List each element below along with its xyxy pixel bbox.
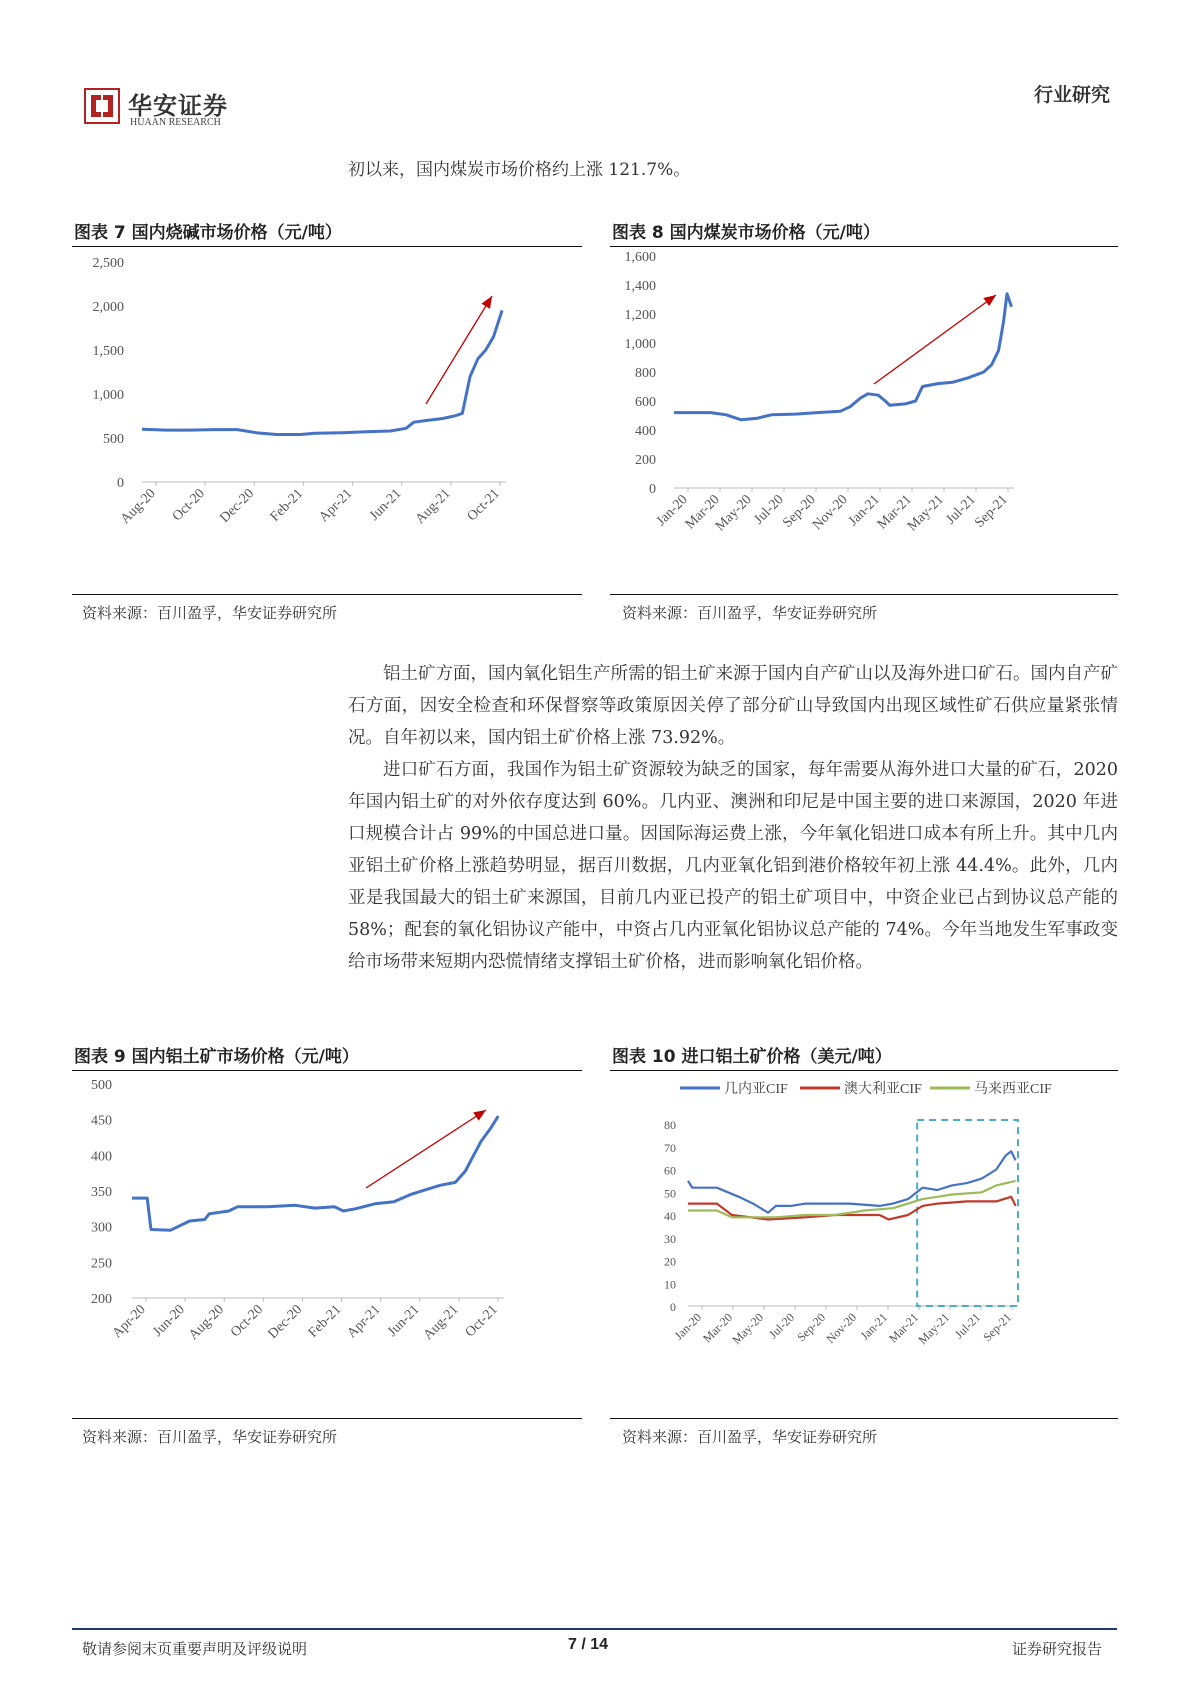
x-tick-label: Mar-20 — [699, 1310, 736, 1346]
x-tick-label: Sep-20 — [794, 1310, 829, 1345]
x-tick-label: Aug-21 — [412, 486, 454, 528]
x-tick-label: Jul-20 — [766, 1310, 798, 1342]
x-tick-label: Jan-21 — [845, 492, 883, 530]
y-tick-label: 1,000 — [92, 388, 124, 403]
figure-10-top-rule — [610, 1070, 1118, 1071]
series-line-main — [132, 1116, 498, 1230]
chart-7-plot — [93, 256, 507, 527]
company-logo — [84, 88, 120, 124]
x-tick-label: Dec-20 — [217, 486, 258, 526]
x-tick-label: Aug-20 — [117, 486, 159, 528]
x-tick-label: May-20 — [729, 1310, 767, 1347]
y-tick-label: 10 — [664, 1277, 676, 1292]
figure-9-chart — [72, 1074, 582, 1414]
x-tick-label: Apr-20 — [109, 1302, 149, 1342]
chart-10-plot — [664, 1118, 1018, 1347]
chart-8-plot — [625, 250, 1015, 534]
figure-8-bottom-rule — [610, 594, 1118, 595]
trend-arrow-head — [983, 295, 996, 306]
figure-10-bottom-rule — [610, 1418, 1118, 1419]
body-text — [348, 658, 1118, 978]
x-tick-label: Apr-21 — [344, 1302, 384, 1342]
x-tick-label: Mar-21 — [885, 1310, 922, 1346]
figure-9-bottom-rule — [72, 1418, 582, 1419]
x-tick-label: Nov-20 — [823, 1310, 860, 1347]
footer-report-type: 证券研究报告 — [1011, 1640, 1102, 1658]
x-tick-label: Sep-20 — [780, 492, 819, 531]
figure-9-source: 资料来源：百川盈孚，华安证券研究所 — [82, 1428, 338, 1446]
y-tick-label: 1,000 — [624, 337, 656, 352]
chart-9-plot — [91, 1078, 504, 1343]
highlight-box — [917, 1120, 1018, 1306]
x-tick-label: Feb-21 — [267, 486, 307, 525]
x-tick-label: Jan-20 — [671, 1310, 705, 1343]
x-tick-label: Feb-21 — [305, 1302, 345, 1341]
x-tick-label: Oct-21 — [464, 486, 503, 525]
figure-7-top-rule — [72, 246, 582, 247]
y-tick-label: 1,600 — [624, 250, 656, 265]
y-tick-label: 2,500 — [92, 256, 124, 271]
figure-7-bottom-rule — [72, 594, 582, 595]
y-tick-label: 0 — [670, 1300, 676, 1314]
x-tick-label: Sep-21 — [980, 1310, 1015, 1345]
figure-9-title: 图表 9 国内铝土矿市场价格（元/吨） — [74, 1047, 359, 1067]
legend-label: 马来西亚CIF — [974, 1082, 1052, 1097]
figure-7-chart — [72, 250, 582, 590]
figure-10-source: 资料来源：百川盈孚，华安证券研究所 — [622, 1428, 878, 1446]
y-tick-label: 70 — [664, 1140, 676, 1155]
series-line-main — [674, 294, 1012, 420]
figure-10-title: 图表 10 进口铝土矿价格（美元/吨） — [612, 1047, 892, 1067]
figure-10-chart — [610, 1074, 1118, 1414]
x-tick-label: Dec-20 — [265, 1302, 306, 1342]
legend-item — [680, 1080, 788, 1097]
y-tick-label: 1,400 — [624, 279, 656, 294]
x-tick-label: Nov-20 — [809, 492, 851, 534]
series-line-澳大利亚CIF — [688, 1197, 1016, 1220]
x-tick-label: Apr-21 — [316, 486, 356, 526]
x-tick-label: Mar-20 — [682, 492, 723, 533]
legend-label: 几内亚CIF — [724, 1082, 788, 1097]
logo-text-en: HUAAN RESEARCH — [130, 117, 221, 128]
y-tick-label: 800 — [635, 366, 656, 381]
logo-text-cn: 华安证券 — [128, 91, 228, 120]
x-tick-label: Jul-20 — [751, 492, 787, 528]
figure-8-chart — [610, 250, 1118, 590]
x-tick-label: May-21 — [904, 492, 947, 535]
intro-line: 初以来，国内煤炭市场价格约上涨 121.7%。 — [348, 160, 691, 180]
figure-7-source: 资料来源：百川盈孚，华安证券研究所 — [82, 604, 338, 622]
y-tick-label: 200 — [635, 453, 656, 468]
y-tick-label: 500 — [91, 1078, 112, 1093]
x-tick-label: Jul-21 — [943, 492, 979, 528]
y-tick-label: 20 — [664, 1254, 676, 1269]
section-label: 行业研究 — [1033, 84, 1110, 106]
y-tick-label: 450 — [91, 1113, 112, 1129]
paragraph-2: 进口矿石方面，我国作为铝土矿资源较为缺乏的国家，每年需要从海外进口大量的矿石，2020 年国内铝土矿的对外依存度达到 60%。几内亚、澳洲和印尼是中国主要的进口来源国，2020 年进口规模合计占 99%的中国总进口量。因国际海运费上涨，今年氧化铝进口成本有所上升。其中几内亚铝土矿价格上涨趋势明显，据百川数据，几内亚氧化铝到港价格较年初上涨 44.4%。此外，几内亚是我国最大的铝土矿来源国，目前几内亚已投产的铝土矿项目中，中资企业已占到协议总产能的 58%；配套的氧化铝协议产能中，中资占几内亚氧化铝协议总产能的 74%。今年当地发生军事政变给市场带来短期内恐慌情绪支撑铝土矿价格，进而影响氧化铝价格。 — [348, 760, 1118, 972]
trend-arrow-head — [481, 296, 492, 309]
y-tick-label: 600 — [635, 395, 656, 410]
y-tick-label: 200 — [91, 1292, 112, 1307]
footer-disclaimer: 敬请参阅末页重要声明及评级说明 — [82, 1640, 308, 1658]
x-tick-label: Jan-21 — [857, 1310, 891, 1343]
y-tick-label: 350 — [91, 1185, 112, 1200]
trend-arrow-line — [366, 1110, 486, 1188]
legend-label: 澳大利亚CIF — [844, 1082, 922, 1097]
x-tick-label: Oct-20 — [228, 1302, 267, 1341]
y-tick-label: 30 — [664, 1231, 676, 1246]
series-line-马来西亚CIF — [688, 1181, 1016, 1217]
y-tick-label: 1,500 — [92, 344, 124, 359]
y-tick-label: 0 — [649, 482, 656, 497]
x-tick-label: Jun-21 — [366, 486, 405, 524]
y-tick-label: 500 — [103, 432, 124, 447]
page-number: 7 / 14 — [568, 1636, 609, 1653]
footer-rule — [72, 1628, 1117, 1630]
y-tick-label: 60 — [664, 1163, 676, 1178]
trend-arrow-line — [874, 295, 996, 384]
figure-8-title: 图表 8 国内煤炭市场价格（元/吨） — [612, 223, 880, 243]
x-tick-label: Sep-21 — [972, 492, 1011, 531]
x-tick-label: May-21 — [915, 1310, 953, 1347]
trend-arrow-line — [426, 296, 492, 404]
y-tick-label: 50 — [664, 1186, 676, 1201]
paragraph-1: 铝土矿方面，国内氧化铝生产所需的铝土矿来源于国内自产矿山以及海外进口矿石。国内自产矿石方面，因安全检查和环保督察等政策原因关停了部分矿山导致国内出现区域性矿石供应量紧张情况。自年初以来，国内铝土矿价格上涨 73.92%。 — [348, 664, 1118, 748]
legend-item — [800, 1080, 922, 1097]
figure-9-top-rule — [72, 1070, 582, 1071]
y-tick-label: 80 — [664, 1118, 676, 1132]
y-tick-label: 400 — [635, 424, 656, 439]
x-tick-label: Mar-21 — [874, 492, 915, 533]
y-tick-label: 1,200 — [624, 308, 656, 323]
x-tick-label: Jun-21 — [385, 1302, 423, 1340]
x-tick-label: May-20 — [712, 492, 755, 535]
y-tick-label: 250 — [91, 1256, 112, 1272]
trend-arrow-head — [473, 1110, 486, 1121]
series-line-几内亚CIF — [688, 1151, 1016, 1212]
y-tick-label: 400 — [91, 1149, 112, 1165]
figure-8-source: 资料来源：百川盈孚，华安证券研究所 — [622, 604, 878, 622]
figure-7-title: 图表 7 国内烧碱市场价格（元/吨） — [74, 223, 342, 243]
x-tick-label: Jun-20 — [150, 1302, 188, 1340]
y-tick-label: 0 — [117, 476, 124, 491]
y-tick-label: 40 — [664, 1209, 676, 1223]
y-tick-label: 2,000 — [92, 300, 124, 315]
x-tick-label: Oct-20 — [169, 486, 208, 525]
series-line-main — [142, 310, 502, 434]
x-tick-label: Aug-21 — [420, 1302, 462, 1344]
x-tick-label: Oct-21 — [462, 1302, 501, 1341]
legend-item — [930, 1080, 1052, 1097]
figure-8-top-rule — [610, 246, 1118, 247]
x-tick-label: Jan-20 — [653, 492, 691, 530]
x-tick-label: Jul-21 — [952, 1310, 984, 1342]
y-tick-label: 300 — [91, 1220, 112, 1236]
x-tick-label: Aug-20 — [186, 1302, 228, 1344]
